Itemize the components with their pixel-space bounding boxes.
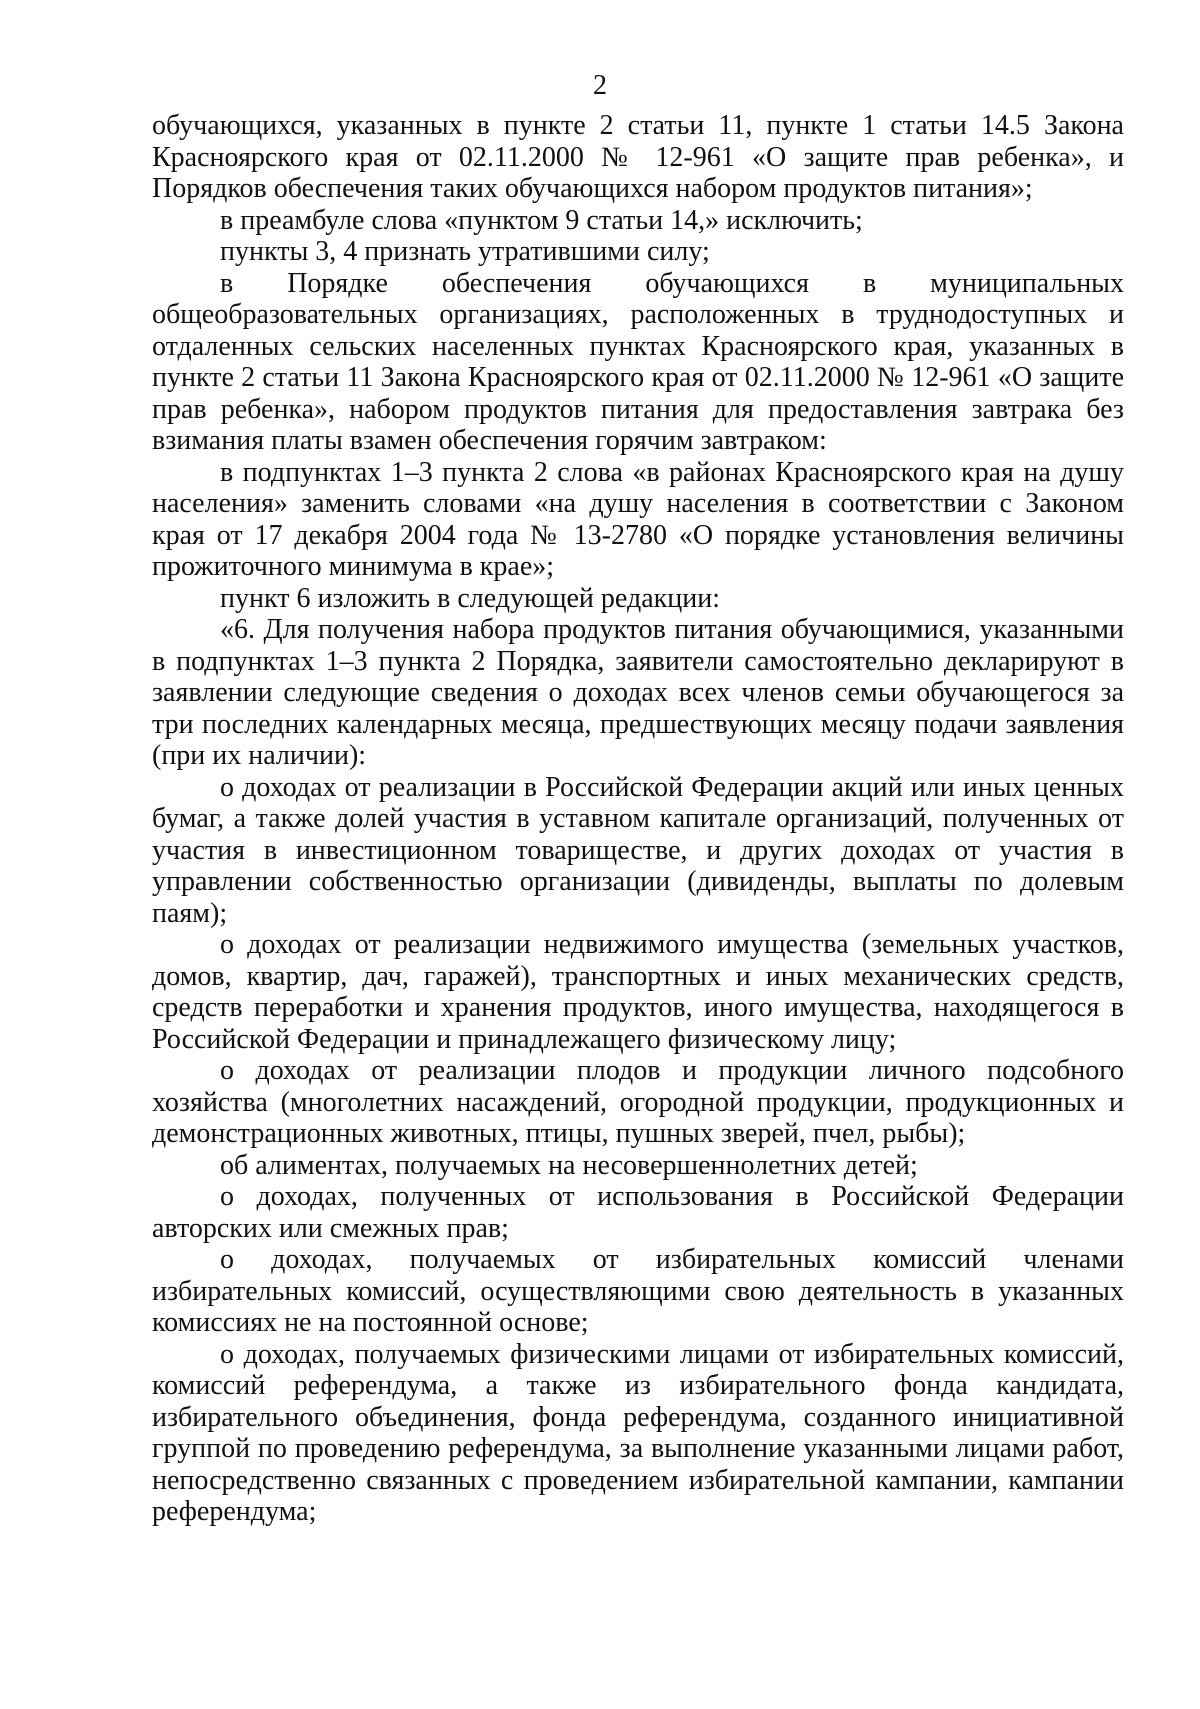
document-body bbox=[152, 110, 1124, 1528]
paragraph: о доходах, получаемых физическими лицами от избирательных комиссий, комиссий референдума, а также из избирательного фонда кандидата, избирательного объединения, фонда референдума, созданного инициативной группой по проведению референдума, за выполнение указанными лицами работ, непосредственно связанных с проведением избирательной кампании, кампании референдума; bbox=[152, 1338, 1124, 1527]
paragraph: в Порядке обеспечения обучающихся в муниципальных общеобразовательных организациях, расположенных в труднодоступных и отдаленных сельских населенных пунктах Красноярского края, указанных в пункте 2 статьи 11 Закона Красноярского края от 02.11.2000 № 12-961 «О защите прав ребенка», набором продуктов питания для предоставления завтрака без взимания платы взамен обеспечения горячим завтраком: bbox=[152, 267, 1124, 456]
paragraph: в преамбуле слова «пунктом 9 статьи 14,» исключить; bbox=[220, 204, 863, 236]
paragraph: о доходах от реализации плодов и продукции личного подсобного хозяйства (многолетних насаждений, огородной продукции, продукционных и демонстрационных животных, птицы, пушных зверей, пчел, рыбы); bbox=[152, 1055, 1124, 1149]
paragraph: о доходах, полученных от использования в Российской Федерации авторских или смежных прав; bbox=[152, 1181, 1124, 1244]
page-number: 2 bbox=[593, 70, 607, 101]
paragraph: о доходах от реализации в Российской Федерации акций или иных ценных бумаг, а также долей участия в уставном капитале организаций, полученных от участия в инвестиционном товариществе, и других доходах от участия в управлении собственностью организации (дивиденды, выплаты по долевым паям); bbox=[152, 771, 1124, 929]
paragraph: обучающихся, указанных в пункте 2 статьи 11, пункте 1 статьи 14.5 Закона Красноярского края от 02.11.2000 № 12-961 «О защите прав ребенка», и Порядков обеспечения таких обучающихся набором продуктов питания»; bbox=[152, 110, 1124, 204]
paragraph: о доходах, получаемых от избирательных комиссий членами избирательных комиссий, осуществляющими свою деятельность в указанных комиссиях не на постоянной основе; bbox=[152, 1244, 1124, 1338]
paragraph: пункт 6 изложить в следующей редакции: bbox=[220, 582, 720, 614]
paragraph: в подпунктах 1–3 пункта 2 слова «в районах Красноярского края на душу населения» заменить словами «на душу населения в соответствии с Законом края от 17 декабря 2004 года № 13-2780 «О порядке установления величины прожиточного минимума в крае»; bbox=[152, 456, 1124, 582]
paragraph: об алиментах, получаемых на несовершеннолетних детей; bbox=[220, 1149, 918, 1181]
paragraph: «6. Для получения набора продуктов питания обучающимися, указанными в подпунктах 1–3 пункта 2 Порядка, заявители самостоятельно декларируют в заявлении следующие сведения о доходах всех членов семьи обучающегося за три последних календарных месяца, предшествующих месяцу подачи заявления (при их наличии): bbox=[152, 614, 1124, 771]
paragraph: о доходах от реализации недвижимого имущества (земельных участков, домов, квартир, дач, гаражей), транспортных и иных механических средств, средств переработки и хранения продуктов, иного имущества, находящегося в Российской Федерации и принадлежащего физическому лицу; bbox=[152, 929, 1124, 1055]
paragraph: пункты 3, 4 признать утратившими силу; bbox=[220, 236, 710, 267]
